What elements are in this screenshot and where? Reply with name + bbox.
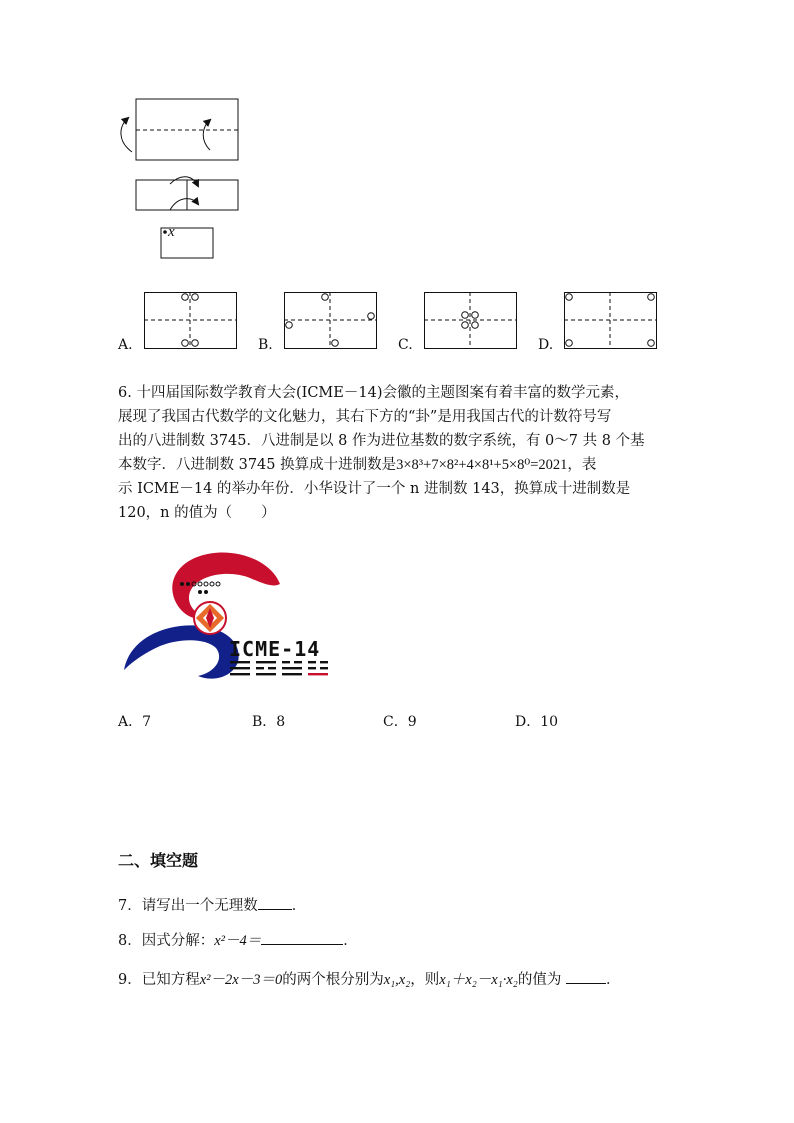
choice-a-label: A. [118,337,133,353]
folding-figure [110,92,250,264]
choice-b-label: B. [258,337,273,353]
question6-option-a[interactable]: A．7 [118,714,152,730]
choice-a-diagram [144,292,238,350]
question9-answer-blank[interactable] [566,969,606,984]
question6-option-b[interactable]: B．8 [252,714,286,730]
question8: 8．因式分解：x²－4＝ ． [118,930,358,953]
question6-option-d[interactable]: D．10 [515,714,559,730]
question8-answer-blank[interactable] [261,930,343,945]
question6-option-c[interactable]: C．9 [383,714,417,730]
choice-c-label: C. [398,337,413,353]
logo-center-emblem [194,602,226,634]
question6-line3: 出的八进制数 3745．八进制是以 8 作为进位基数的数字系统，有 0～7 共 8 个基 [118,433,645,449]
choice-c-diagram [424,292,518,350]
logo-red-swirl [172,552,280,619]
question6-line4: 本数字．八进制数 3745 换算成十进制数是3×8³+7×8²+4×8¹+5×8⁰=2021，表 [118,457,597,473]
question6-line5: 示 ICME－14 的举办年份．小华设计了一个 n 进制数 143，换算成十进制数是 [118,481,631,497]
question7-answer-blank[interactable] [258,895,292,910]
fold-arrow-right [203,120,210,150]
question9: 9．已知方程x²－2x－3＝0的两个根分别为x₁,x₂，则x₁＋x₂－x₁·x₂的值为 ． [118,969,620,992]
question6-line2: 展现了我国古代数学的文化魅力，其右下方的“卦”是用我国古代的计数符号写 [118,409,612,425]
logo-trigram-bars [230,661,328,675]
choice-b-diagram [284,292,378,350]
fold-point-label: x [168,224,175,240]
question6-text [118,381,678,525]
fold-point-dot [163,230,167,234]
fold-arrow-left [121,118,132,152]
fold-arrow-mid-top [170,177,198,186]
section2-title: 二、填空题 [118,851,199,870]
choice-d-diagram [564,292,658,350]
fold-arrow-mid-bottom [170,199,198,210]
choice-d-label: D. [538,337,554,353]
question6-line1: 6. 十四届国际数学教育大会(ICME－14)会徽的主题图案有着丰富的数学元素， [118,385,629,401]
question6-line6: 120，n 的值为（ ） [118,505,276,521]
question7: 7．请写出一个无理数 ． [118,895,306,918]
icme14-logo-text: ICME-14 [229,637,321,661]
logo-blue-swirl [124,625,239,678]
icme14-logo [120,548,350,686]
